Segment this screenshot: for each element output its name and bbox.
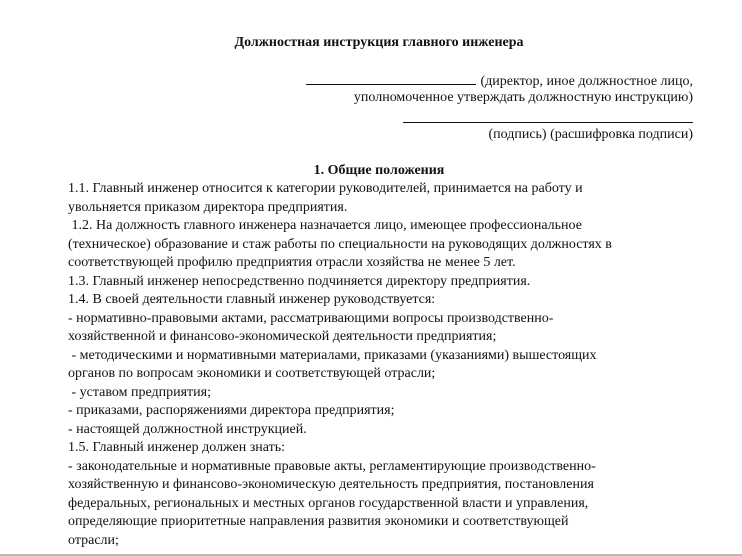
document-title: Должностная инструкция главного инженера — [234, 35, 524, 50]
body-line: увольняется приказом директора предприятия. — [68, 199, 348, 215]
body-line: соответствующей профилю предприятия отрасли хозяйства не менее 5 лет. — [68, 255, 516, 270]
body-line: - законодательные и нормативные правовые акты, регламентирующие производственно- — [68, 458, 596, 474]
body-line: федеральных, региональных и местных органов государственной власти и управления, — [68, 495, 589, 511]
body-line: - настоящей должностной инструкцией. — [68, 421, 307, 437]
approval-line-1 — [306, 72, 693, 90]
body-line: - приказами, распоряжениями директора предприятия; — [68, 403, 395, 418]
body-line: 1.4. В своей деятельности главный инженер руководствуется: — [68, 292, 436, 307]
body-line: органов по вопросам экономики и соответствующей отрасли; — [68, 366, 436, 381]
body-line: хозяйственную и финансово-экономическую деятельность предприятия, постановления — [68, 477, 594, 492]
signature-blank-line — [403, 122, 693, 123]
body-line: отрасли; — [68, 532, 119, 548]
body-line: 1.5. Главный инженер должен знать: — [68, 440, 286, 455]
body-line: 1.1. Главный инженер относится к категории руководителей, принимается на работу и — [68, 181, 583, 196]
signature-caption: (подпись) (расшифровка подписи) — [488, 127, 693, 142]
body-line: - уставом предприятия; — [68, 384, 211, 400]
body-line: - методическими и нормативными материалами, приказами (указаниями) вышестоящих — [68, 347, 597, 363]
body-line: (техническое) образование и стаж работы по специальности на руководящих должностях в — [68, 236, 612, 252]
director-signature-blank — [306, 72, 476, 85]
section-body — [68, 180, 708, 550]
section-heading: 1. Общие положения — [313, 163, 445, 178]
approval-line-1-text: (директор, иное должностное лицо, — [480, 74, 693, 89]
body-line: 1.3. Главный инженер непосредственно подчиняется директору предприятия. — [68, 273, 531, 289]
body-line: определяющие приоритетные направления развития экономики и соответствующей — [68, 514, 569, 529]
body-line: хозяйственной и финансово-экономической деятельности предприятия; — [68, 329, 497, 344]
approval-line-2: уполномоченное утверждать должностную инструкцию) — [353, 90, 693, 105]
body-line: - нормативно-правовыми актами, рассматривающими вопросы производственно- — [68, 310, 554, 326]
body-line: 1.2. На должность главного инженера назначается лицо, имеющее профессиональное — [68, 218, 582, 233]
